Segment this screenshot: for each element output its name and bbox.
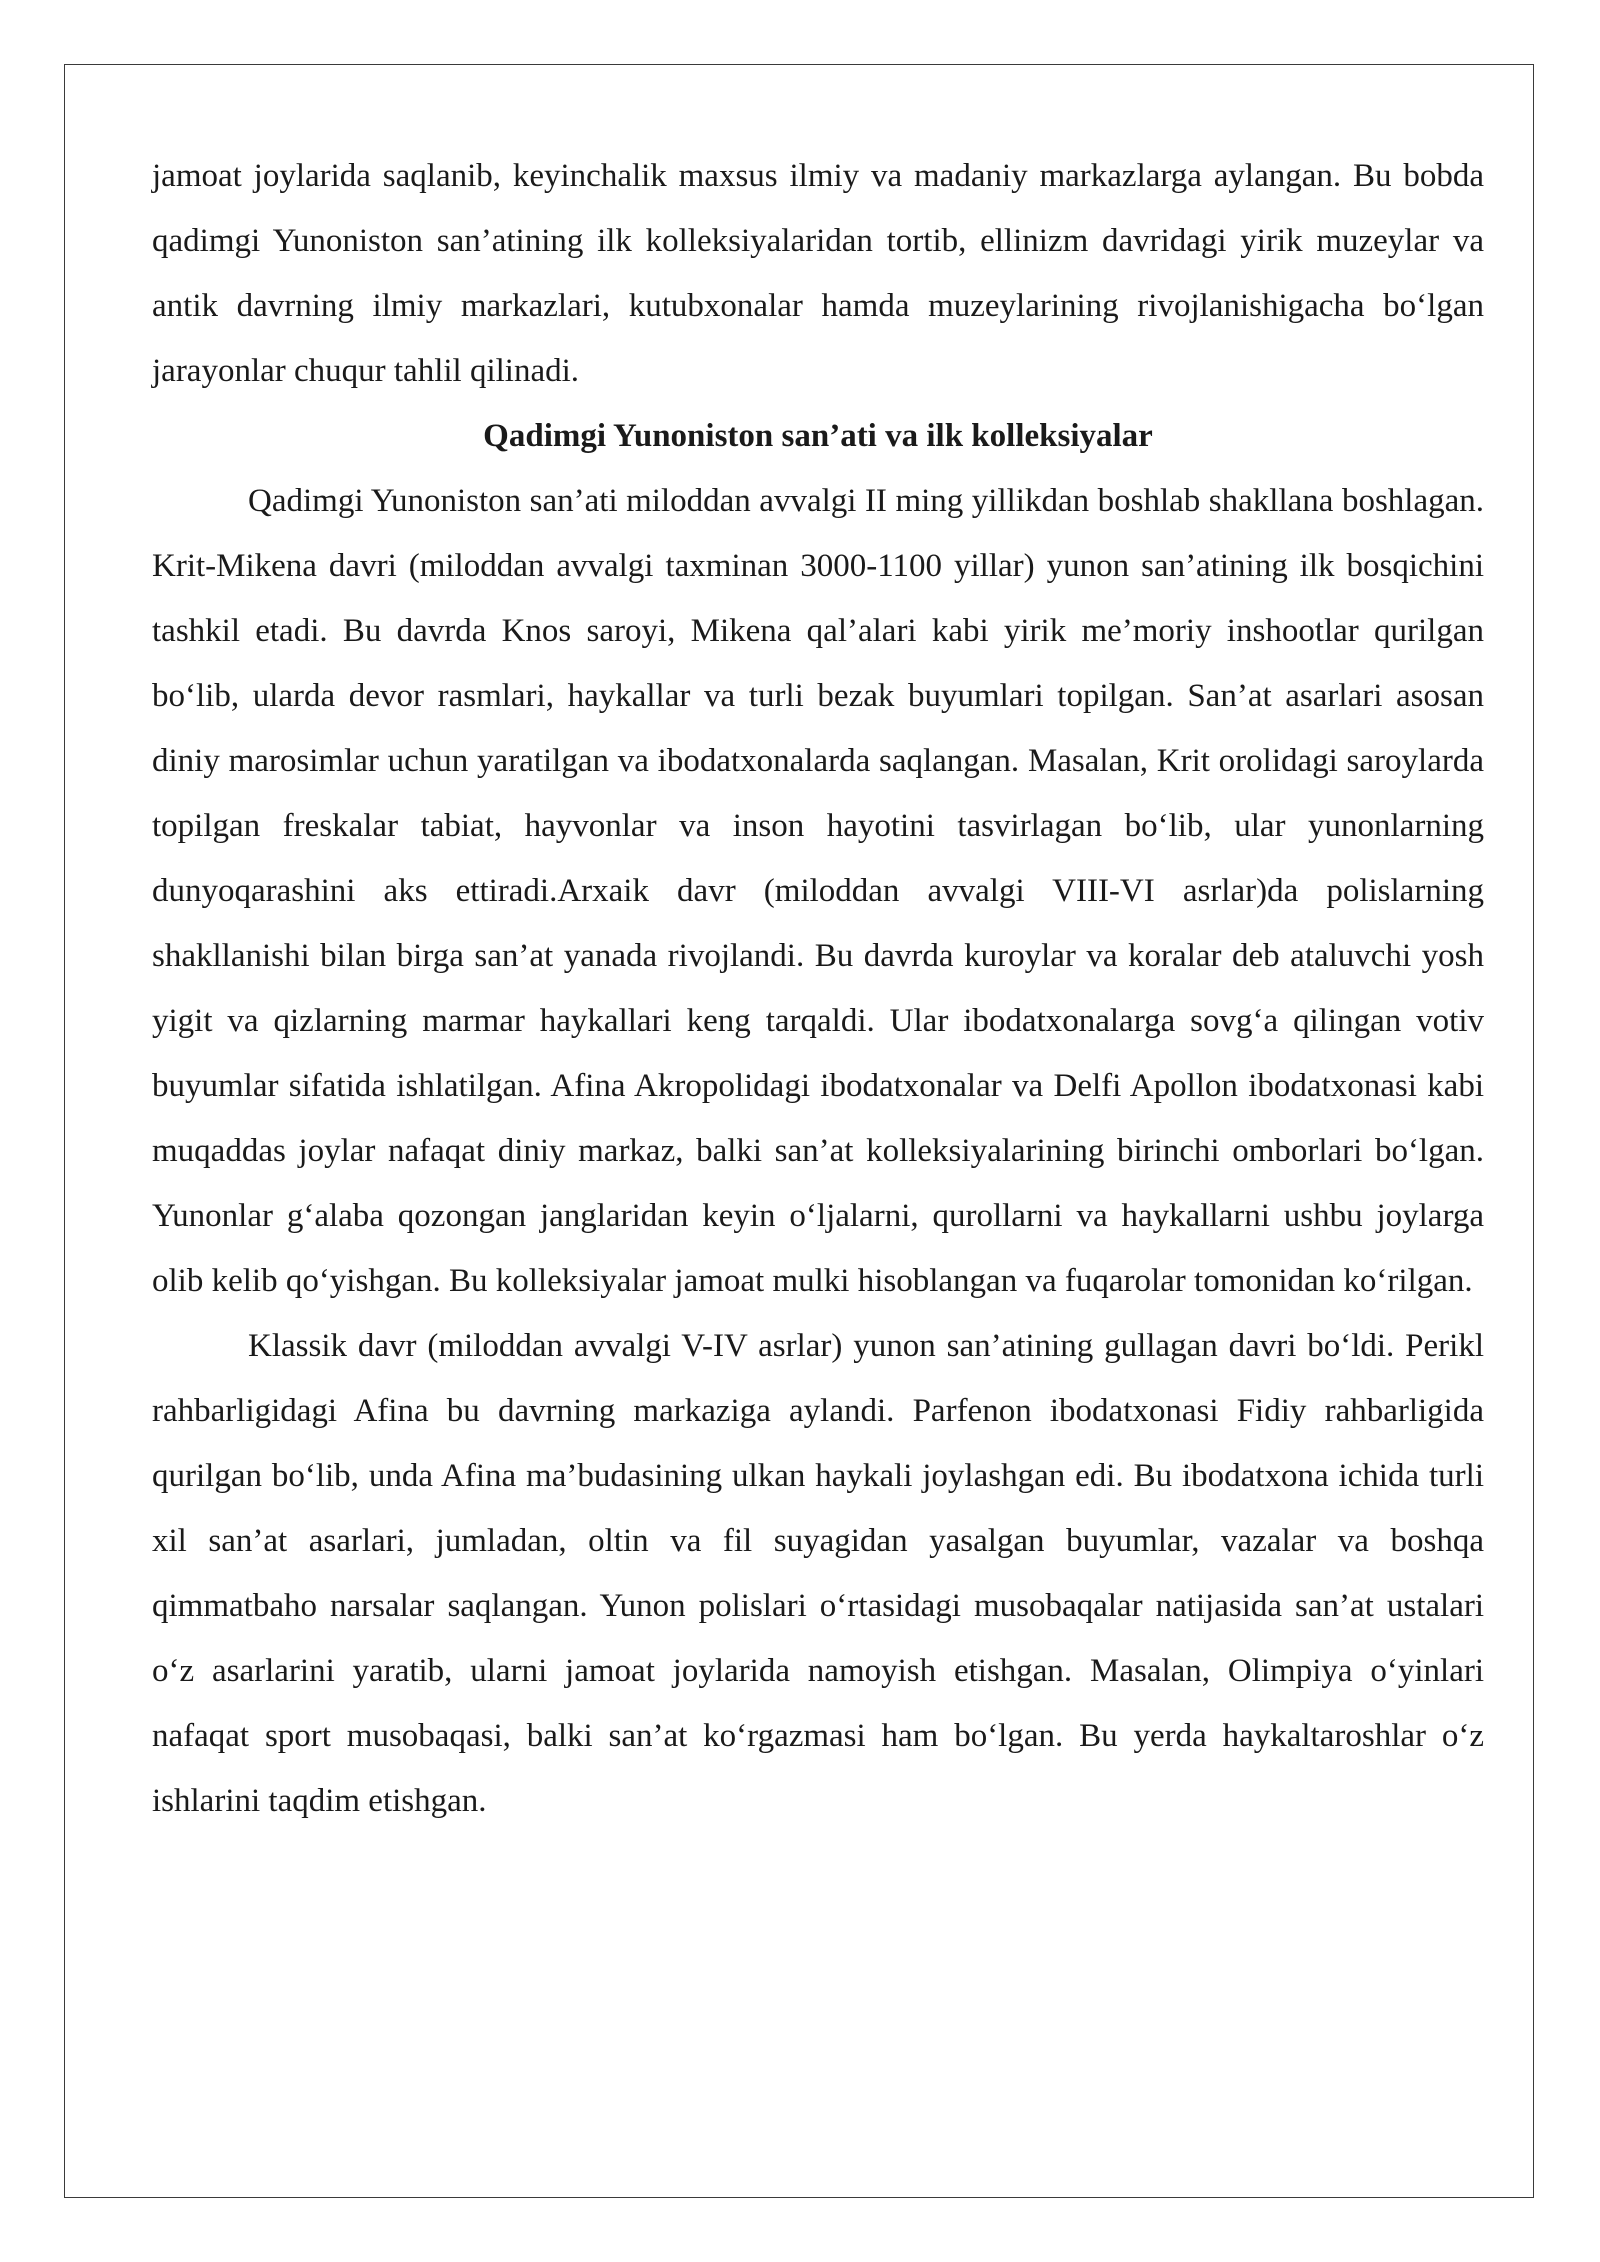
continued-paragraph: jamoat joylarida saqlanib, keyinchalik maxsus ilmiy va madaniy markazlarga aylangan. Bu bobda qadimgi Yunoniston san’atining ilk kolleksiyalaridan tortib, ellinizm davridagi yirik muzeylar va antik davrning ilmiy markazlari, kutubxonalar hamda muzeylarining rivojlanishigacha bo‘lgan jarayonlar chuqur tahlil qilinadi. xyxy=(152,158,1484,389)
body-paragraph-1: Qadimgi Yunoniston san’ati miloddan avvalgi II ming yillikdan boshlab shakllana boshlagan. Krit-Mikena davri (miloddan avvalgi taxminan 3000-1100 yillar) yunon san’atining ilk bosqichini tashkil etadi. Bu davrda Knos saroyi, Mikena qal’alari kabi yirik me’moriy inshootlar qurilgan bo‘lib, ularda devor rasmlari, haykallar va turli bezak buyumlari topilgan. San’at asarlari asosan diniy marosimlar uchun yaratilgan va ibodatxonalarda saqlangan. Masalan, Krit orolidagi saroylarda topilgan freskalar tabiat, hayvonlar va inson hayotini tasvirlagan bo‘lib, ular yunonlarning dunyoqarashini aks ettiradi.Arxaik davr (miloddan avvalgi VIII-VI asrlar)da polislarning shakllanishi bilan birga san’at yanada rivojlandi. Bu davrda kuroylar va koralar deb ataluvchi yosh yigit va qizlarning marmar haykallari keng tarqaldi. Ular ibodatxonalarga sovg‘a qilingan votiv buyumlar sifatida ishlatilgan. Afina Akropolidagi ibodatxonalar va Delfi Apollon ibodatxonasi kabi muqaddas joylar nafaqat diniy markaz, balki san’at kolleksiyalarining birinchi omborlari bo‘lgan. Yunonlar g‘alaba qozongan janglaridan keyin o‘ljalarni, qurollarni va haykallarni ushbu joylarga olib kelib qo‘yishgan. Bu kolleksiyalar jamoat mulki hisoblangan va fuqarolar tomonidan ko‘rilgan. xyxy=(152,483,1484,1299)
body-paragraph-2: Klassik davr (miloddan avvalgi V-IV asrlar) yunon san’atining gullagan davri bo‘ldi. Perikl rahbarligidagi Afina bu davrning markaziga aylandi. Parfenon ibodatxonasi Fidiy rahbarligida qurilgan bo‘lib, unda Afina ma’budasining ulkan haykali joylashgan edi. Bu ibodatxona ichida turli xil san’at asarlari, jumladan, oltin va fil suyagidan yasalgan buyumlar, vazalar va boshqa qimmatbaho narsalar saqlangan. Yunon polislari o‘rtasidagi musobaqalar natijasida san’at ustalari o‘z asarlarini yaratib, ularni jamoat joylarida namoyish etishgan. Masalan, Olimpiya o‘yinlari nafaqat sport musobaqasi, balki san’at ko‘rgazmasi ham bo‘lgan. Bu yerda haykaltaroshlar o‘z ishlarini taqdim etishgan. xyxy=(152,1328,1484,1819)
document-body xyxy=(152,144,1484,1834)
section-heading: Qadimgi Yunoniston san’ati va ilk kolleksiyalar xyxy=(483,418,1153,454)
